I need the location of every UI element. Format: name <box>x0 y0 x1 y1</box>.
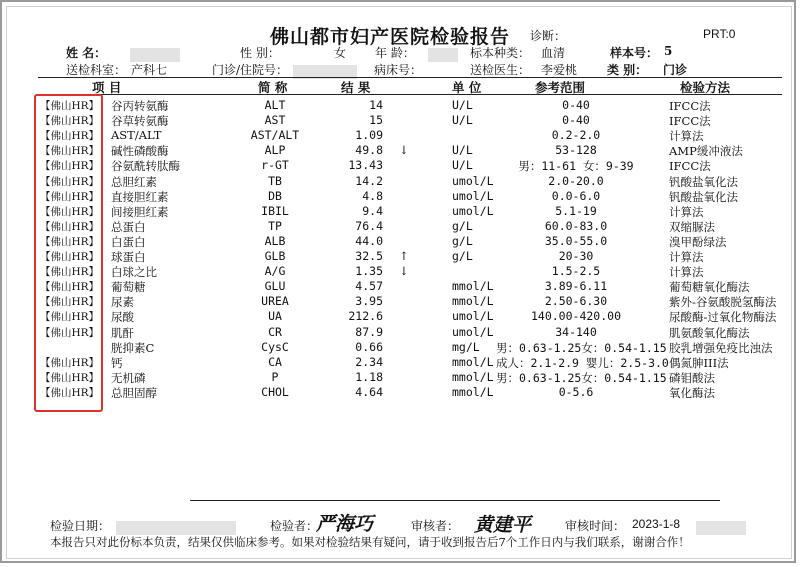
header-rule-top <box>38 77 782 78</box>
row-ref-range: 男：0.63-1.25女：0.54-1.15 <box>496 340 667 355</box>
table-row <box>0 234 800 249</box>
row-source-tag: 【佛山HR】 <box>40 371 100 384</box>
row-unit: g/L <box>452 249 473 263</box>
row-item-name: 碱性磷酸酶 <box>111 144 169 159</box>
row-item-name: 间接胆红素 <box>111 204 169 219</box>
col-header-method: 检验方法 <box>680 80 731 95</box>
row-item-name: 谷氨酰转肽酶 <box>111 159 180 174</box>
row-method: 肌氨酸氧化酶法 <box>669 325 750 340</box>
row-ref-range: 男：11-61 女：9-39 <box>518 159 634 174</box>
row-ref-range: 20-30 <box>558 249 594 263</box>
sex-value: 女 <box>334 46 347 60</box>
row-flag-arrow: ↑ <box>399 249 409 263</box>
row-result: 212.6 <box>348 309 383 324</box>
row-result: 4.64 <box>355 384 383 399</box>
row-item-name: 尿酸 <box>111 310 134 325</box>
row-unit: mmol/L <box>452 384 494 399</box>
row-result: 87.9 <box>355 324 383 339</box>
row-abbr: GLB <box>264 249 286 263</box>
row-result: 9.4 <box>362 203 383 218</box>
row-item-name: 总胆红素 <box>111 174 157 189</box>
sample-type-label: 标本种类： <box>470 46 531 60</box>
row-item-name: 球蛋白 <box>111 250 146 264</box>
row-method: 计算法 <box>669 204 704 219</box>
bed-no-label: 病床号： <box>374 63 423 77</box>
row-result: 49.8 <box>355 143 383 158</box>
row-ref-range: 男：0.63-1.25女：0.54-1.15 <box>496 370 667 385</box>
tester-signature: 严海巧 <box>316 513 374 535</box>
table-row <box>0 128 800 143</box>
row-abbr: AST/ALT <box>250 128 300 143</box>
row-source-tag: 【佛山HR】 <box>40 145 100 158</box>
table-row <box>0 370 800 385</box>
row-source-tag: 【佛山HR】 <box>40 266 100 279</box>
row-source-tag: 【佛山HR】 <box>40 386 100 399</box>
row-result: 1.35 <box>355 264 383 279</box>
row-result: 1.18 <box>355 369 383 384</box>
row-item-name: 白球之比 <box>111 265 157 280</box>
row-result: 15 <box>369 113 383 128</box>
row-ref-range: 2.0-20.0 <box>548 173 604 188</box>
table-row <box>0 340 800 355</box>
row-method: 计算法 <box>669 250 704 264</box>
row-ref-range: 3.89-6.11 <box>544 279 608 294</box>
col-header-unit: 单 位 <box>452 80 482 95</box>
row-method: 葡萄糖氧化酶法 <box>669 280 750 295</box>
row-method: 双缩脲法 <box>669 219 715 234</box>
outpatient-no-label: 门诊/住院号： <box>212 63 289 77</box>
dept-value: 产科七 <box>131 63 168 77</box>
row-item-name: AST/ALT <box>111 128 162 143</box>
row-unit: umol/L <box>452 188 494 203</box>
category-label: 类 别： <box>607 63 648 77</box>
doctor-label: 送检医生： <box>470 63 531 77</box>
table-row <box>0 219 800 234</box>
row-method: IFCC法 <box>669 159 711 174</box>
row-ref-range: 5.1-19 <box>555 203 597 218</box>
row-ref-range: 1.5-2.5 <box>551 264 601 279</box>
col-header-ref: 参考范围 <box>535 80 586 95</box>
col-header-abbr: 简 称 <box>258 80 288 95</box>
row-result: 13.43 <box>348 158 383 173</box>
row-method: 紫外-谷氨酸脱氢酶法 <box>669 295 777 310</box>
table-row <box>0 143 800 158</box>
row-source-tag: 【佛山HR】 <box>40 190 100 203</box>
row-unit: umol/L <box>452 203 494 218</box>
row-abbr: ALT <box>264 98 286 112</box>
report-title: 佛山都市妇产医院检验报告 <box>270 26 511 48</box>
header-rule-bottom <box>38 94 782 95</box>
row-unit: mmol/L <box>452 279 494 294</box>
row-unit: g/L <box>452 218 473 233</box>
table-row <box>0 385 800 400</box>
sample-no-label: 样本号： <box>610 46 659 60</box>
sample-no-value: 5 <box>664 44 673 58</box>
row-abbr: ALB <box>264 233 286 248</box>
row-result: 32.5 <box>355 249 383 263</box>
row-source-tag: 【佛山HR】 <box>40 235 100 248</box>
row-abbr: CysC <box>261 339 289 354</box>
row-method: 钒酸盐氧化法 <box>669 189 738 204</box>
row-flag-arrow: ↓ <box>399 264 409 279</box>
row-abbr: DB <box>268 188 282 203</box>
table-row <box>0 249 800 264</box>
row-ref-range: 60.0-83.0 <box>544 218 608 233</box>
row-ref-range: 35.0-55.0 <box>544 233 608 248</box>
row-source-tag: 【佛山HR】 <box>40 160 100 173</box>
row-result: 3.95 <box>355 294 383 309</box>
table-row <box>0 113 800 128</box>
row-ref-range: 0.0-6.0 <box>551 188 601 203</box>
row-item-name: 总蛋白 <box>111 219 146 234</box>
table-row <box>0 204 800 219</box>
row-method: 计算法 <box>669 265 704 280</box>
col-header-result: 结 果 <box>341 80 371 95</box>
review-time-label: 审核时间： <box>565 519 626 533</box>
test-date-label: 检验日期： <box>50 519 111 533</box>
row-unit: mmol/L <box>452 354 494 369</box>
row-abbr: CHOL <box>261 384 289 399</box>
row-method: 钒酸盐氧化法 <box>669 174 738 189</box>
row-unit: umol/L <box>452 324 494 339</box>
row-abbr: r-GT <box>261 158 289 173</box>
table-row <box>0 325 800 340</box>
row-unit: mg/L <box>452 339 480 354</box>
reviewer-signature: 黄建平 <box>474 514 532 536</box>
age-value-redacted <box>428 44 458 63</box>
table-row <box>0 98 800 113</box>
sample-type-value: 血清 <box>541 46 566 60</box>
table-row <box>0 279 800 294</box>
row-flag-arrow: ↓ <box>399 143 409 158</box>
row-method: 溴甲酚绿法 <box>669 234 727 249</box>
age-label: 年 龄： <box>375 46 415 60</box>
row-result: 4.8 <box>362 188 383 203</box>
category-value: 门诊 <box>663 63 688 77</box>
row-source-tag: 【佛山HR】 <box>40 326 100 339</box>
row-result: 76.4 <box>355 218 383 233</box>
row-result: 14.2 <box>355 173 383 188</box>
doctor-value: 李爱桃 <box>541 63 578 77</box>
row-ref-range: 0.2-2.0 <box>551 128 601 143</box>
row-unit: mmol/L <box>452 294 494 309</box>
table-row <box>0 294 800 309</box>
table-row <box>0 174 800 189</box>
row-unit: U/L <box>452 158 473 173</box>
row-abbr: IBIL <box>261 203 289 218</box>
prt-indicator: PRT:0 <box>703 27 736 41</box>
row-ref-range: 53-128 <box>555 143 597 158</box>
row-abbr: A/G <box>264 264 286 279</box>
sex-label: 性 别： <box>240 46 280 60</box>
row-unit: U/L <box>452 113 473 128</box>
row-item-name: 肌酐 <box>111 325 134 340</box>
row-item-name: 直接胆红素 <box>111 189 169 204</box>
review-time-value: 2023-1-8 <box>632 517 681 531</box>
highlight-annotation-box <box>34 94 103 412</box>
row-unit: mmol/L <box>452 369 494 384</box>
review-time-redacted <box>696 517 746 536</box>
row-method: IFCC法 <box>669 114 711 129</box>
row-abbr: TP <box>268 218 282 233</box>
row-abbr: CA <box>268 354 282 369</box>
row-result: 44.0 <box>355 233 383 248</box>
table-row <box>0 189 800 204</box>
row-source-tag: 【佛山HR】 <box>40 175 100 188</box>
row-method: IFCC法 <box>669 99 711 113</box>
table-row <box>0 158 800 173</box>
row-method: 偶氮胂III法 <box>669 355 729 370</box>
row-source-tag: 【佛山HR】 <box>40 251 100 263</box>
row-item-name: 白蛋白 <box>111 234 146 249</box>
table-row <box>0 355 800 370</box>
row-abbr: TB <box>268 173 282 188</box>
row-abbr: ALP <box>264 143 286 158</box>
row-method: 磷钼酸法 <box>669 370 715 385</box>
row-result: 4.57 <box>355 279 383 294</box>
row-ref-range: 0-5.6 <box>558 384 594 399</box>
row-item-name: 谷丙转氨酶 <box>111 99 169 113</box>
row-method: 胶乳增强免疫比浊法 <box>669 340 773 355</box>
table-row <box>0 264 800 279</box>
col-header-item: 项 目 <box>92 80 122 95</box>
row-result: 14 <box>369 98 383 112</box>
row-source-tag: 【佛山HR】 <box>40 100 100 112</box>
row-unit: umol/L <box>452 309 494 324</box>
row-source-tag: 【佛山HR】 <box>40 296 100 309</box>
row-ref-range: 2.50-6.30 <box>544 294 608 309</box>
disclaimer-note: 本报告只对此份标本负责，结果仅供临床参考。如果对检验结果有疑问，请于收到报告后7个工作日内与我们联系，谢谢合作！ <box>50 535 690 549</box>
row-unit: umol/L <box>452 173 494 188</box>
row-item-name: 胱抑素C <box>111 340 155 355</box>
row-source-tag: 【佛山HR】 <box>40 205 100 218</box>
row-method: 计算法 <box>669 129 704 144</box>
row-ref-range: 成人：2.1-2.9 婴儿：2.5-3.0 <box>496 355 669 370</box>
row-item-name: 总胆固醇 <box>111 385 157 400</box>
row-abbr: CR <box>268 324 282 339</box>
row-source-tag: 【佛山HR】 <box>40 130 100 143</box>
row-source-tag: 【佛山HR】 <box>40 311 100 324</box>
row-source-tag: 【佛山HR】 <box>40 281 100 294</box>
row-abbr: UA <box>268 309 282 324</box>
row-source-tag: 【佛山HR】 <box>40 115 100 128</box>
row-method: 氧化酶法 <box>669 385 715 400</box>
row-ref-range: 0-40 <box>562 113 590 128</box>
name-label: 姓 名： <box>66 46 107 60</box>
row-item-name: 钙 <box>111 355 123 370</box>
row-abbr: GLU <box>264 279 286 294</box>
tester-label: 检验者： <box>270 519 319 533</box>
row-item-name: 葡萄糖 <box>111 280 146 295</box>
row-source-tag: 【佛山HR】 <box>40 356 100 369</box>
row-abbr: UREA <box>261 294 289 309</box>
row-unit: g/L <box>452 233 473 248</box>
row-unit: U/L <box>452 98 473 112</box>
row-unit: U/L <box>452 143 473 158</box>
row-abbr: P <box>271 369 279 384</box>
row-result: 0.66 <box>355 339 383 354</box>
row-result: 1.09 <box>355 128 383 143</box>
row-item-name: 尿素 <box>111 295 134 310</box>
row-result: 2.34 <box>355 354 383 369</box>
footer-rule <box>190 500 720 501</box>
row-ref-range: 0-40 <box>562 98 590 112</box>
row-abbr: AST <box>264 113 286 128</box>
dept-label: 送检科室： <box>66 63 127 77</box>
row-item-name: 谷草转氨酶 <box>111 114 169 129</box>
row-source-tag: 【佛山HR】 <box>40 220 100 233</box>
table-row <box>0 309 800 324</box>
row-item-name: 无机磷 <box>111 370 146 385</box>
row-ref-range: 34-140 <box>555 324 597 339</box>
diagnosis-label: 诊断： <box>530 29 567 43</box>
row-method: 尿酸酶-过氧化物酶法 <box>669 310 777 325</box>
row-ref-range: 140.00-420.00 <box>530 309 621 324</box>
reviewer-label: 审核者： <box>411 519 460 533</box>
row-method: AMP缓冲液法 <box>669 144 743 159</box>
